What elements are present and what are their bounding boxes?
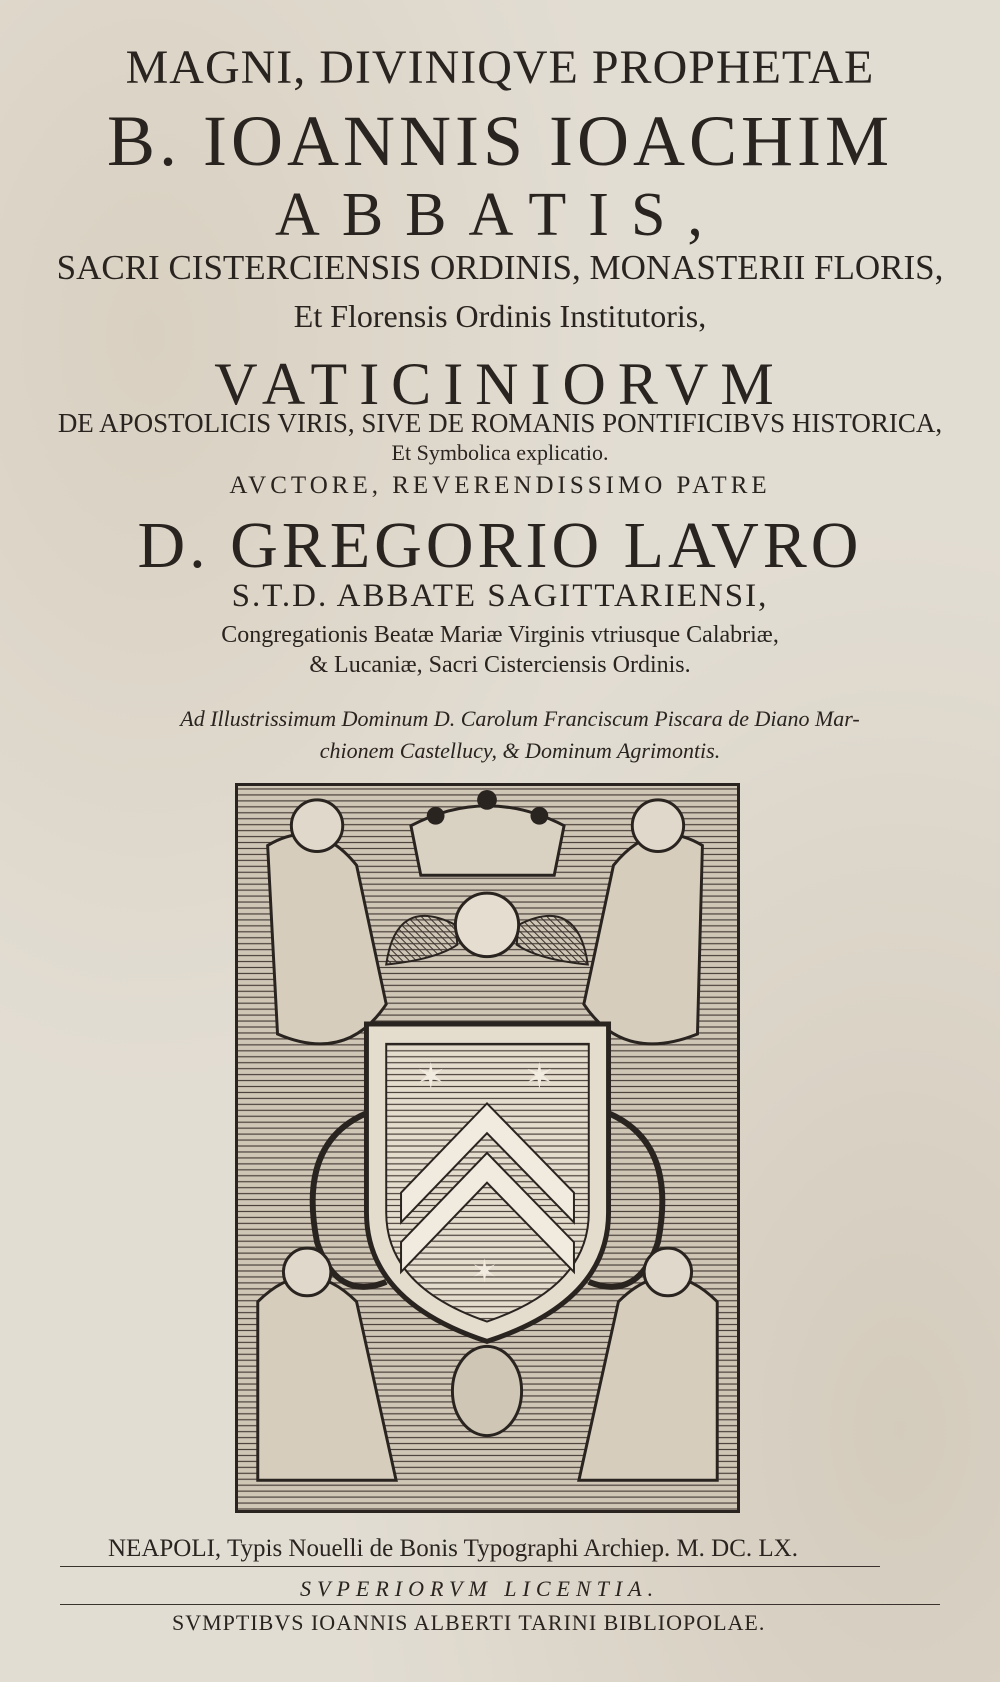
title-line-1: MAGNI, DIVINIQVE PROPHETAE — [125, 41, 875, 94]
dedication-line-2: chionem Castellucy, & Dominum Agrimontis. — [319, 738, 721, 763]
author-title: S.T.D. ABBATE SAGITTARIENSI, — [231, 578, 769, 614]
imprint-line-2: SVPERIORVM LICENTIA. — [300, 1576, 660, 1601]
author-name: D. GREGORIO LAVRO — [137, 509, 863, 582]
svg-text:✶: ✶ — [471, 1253, 498, 1290]
svg-text:✶: ✶ — [415, 1056, 446, 1098]
title-line-8: Et Symbolica explicatio. — [391, 440, 609, 465]
title-line-4: SACRI CISTERCIENSIS ORDINIS, MONASTERII FLORIS, — [56, 248, 944, 287]
dedication-line-1: Ad Illustrissimum Dominum D. Carolum Franciscum Piscara de Diano Mar- — [180, 706, 860, 731]
imprint-line-3: SVMPTIBVS IOANNIS ALBERTI TARINI BIBLIOPOLAE. — [172, 1610, 766, 1635]
congregation-line-2: & Lucaniæ, Sacri Cisterciensis Ordinis. — [309, 652, 691, 678]
imprint-rule-1 — [60, 1566, 880, 1567]
title-line-5: Et Florensis Ordinis Institutoris, — [293, 298, 707, 334]
title-line-7: DE APOSTOLICIS VIRIS, SIVE DE ROMANIS PONTIFICIBVS HISTORICA, — [57, 408, 943, 438]
svg-text:✶: ✶ — [524, 1056, 555, 1098]
congregation-line-1: Congregationis Beatæ Mariæ Virginis vtriusque Calabriæ, — [221, 622, 779, 648]
author-intro: AVCTORE, REVERENDISSIMO PATRE — [229, 472, 771, 499]
title-line-2: B. IOANNIS IOACHIM — [107, 101, 893, 181]
imprint-rule-2 — [60, 1604, 940, 1605]
title-line-3: ABBATIS, — [275, 181, 725, 249]
imprint-line-1: NEAPOLI, Typis Nouelli de Bonis Typographi Archiep. M. DC. LX. — [108, 1535, 798, 1562]
coat-of-arms-woodcut-icon — [235, 783, 740, 1513]
title-line-6: VATICINIORVM — [214, 351, 786, 417]
